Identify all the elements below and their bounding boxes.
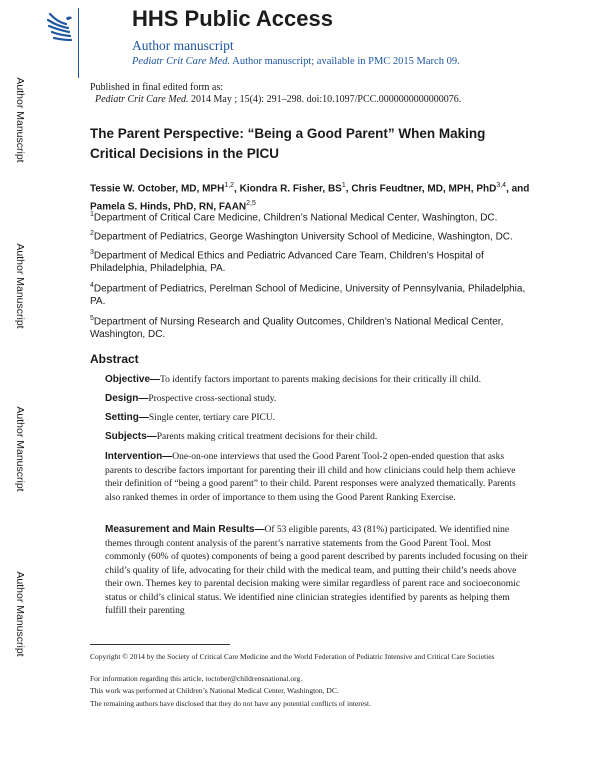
abstract-heading: Abstract: [90, 352, 139, 366]
section-label: Intervention—: [105, 451, 173, 462]
section-label: Measurement and Main Results—: [105, 524, 265, 535]
citation-line: [95, 94, 461, 105]
section-text: To identify factors important to parents making decisions for their critically ill child.: [160, 375, 481, 385]
affiliation-number: 1: [90, 211, 94, 218]
author-name: Chris Feudtner, MD, MPH, PhD: [351, 183, 497, 195]
hhs-eagle-logo-icon: [44, 8, 76, 48]
journal-name: Pediatr Crit Care Med.: [132, 56, 231, 67]
author-name: Tessie W. October, MD, MPH: [90, 183, 225, 195]
affiliation-item: [90, 227, 530, 243]
sidebar-text: Author Manuscript: [14, 406, 26, 492]
affiliation-item: [90, 208, 530, 224]
affiliation-number: 5: [90, 315, 94, 322]
sidebar-text: Author Manuscript: [14, 243, 26, 329]
section-text: One-on-one interviews that used the Good Parent Tool-2 open-ended question that asks parents to describe factors important for parenting their ill child and how clinicians could help them achieve their definition of “being a good parent” to their child. Parent responses were analyzed thematically. Parents also ranked themes in order of importance to them using the Good Parent Ranking Exercise.: [105, 452, 516, 503]
affiliation-text: Department of Nursing Research and Quality Outcomes, Children’s National Medical Center, Washington, DC.: [90, 316, 504, 341]
author-separator: ,: [345, 183, 352, 195]
abstract-subjects: [105, 430, 530, 445]
section-label: Design—: [105, 393, 149, 404]
author-affiliation-ref: 1: [341, 182, 346, 189]
citation-details: 2014 May ; 15(4): 291–298. doi:10.1097/PCC.0000000000000076.: [188, 94, 462, 105]
affiliation-text: Department of Critical Care Medicine, Children’s National Medical Center, Washington, DC.: [93, 212, 498, 224]
citation-journal: Pediatr Crit Care Med.: [95, 94, 189, 105]
abstract-results: [105, 523, 530, 619]
abstract-design: [105, 392, 530, 407]
affiliation-number: 4: [90, 282, 94, 289]
sidebar-label-3: [0, 395, 40, 505]
sidebar-text: Author Manuscript: [14, 77, 26, 163]
author-affiliation-ref: 2,5: [246, 200, 256, 208]
author-separator: , and: [506, 183, 530, 195]
sidebar-label-2: [0, 232, 40, 342]
footnote-divider: [90, 644, 230, 645]
affiliation-text: Department of Medical Ethics and Pediatric Advanced Care Team, Children’s Hospital of Philadelphia, Philadelphia, PA.: [90, 250, 484, 275]
copyright-footnote: Copyright © 2014 by the Society of Critical Care Medicine and the World Federation of Pediatric Intensive and Critical Care Societies: [90, 652, 495, 661]
affiliation-item: [90, 246, 530, 275]
header-divider: [78, 8, 79, 78]
author-name: Pamela S. Hinds, PhD, RN, FAAN: [90, 201, 247, 213]
section-text: Of 53 eligible parents, 43 (81%) participated. We identified nine themes through content analysis of the parent’s narrative statements from the Good Parent Tool. Most commonly (60% of quotes) components of being a good parent described by parents included focusing on their child’s quality of life, advocating for their child with the medical team, and putting their child’s needs above their own. Themes key to parental decision making were similar regardless of parent race and socioeconomic status or child’s clinical status. We identified nine clinician strategies identified by parents as helping them fulfill their parenting: [105, 525, 528, 616]
affiliation-number: 3: [90, 249, 94, 256]
author-separator: ,: [234, 183, 240, 195]
abstract-intervention: [105, 450, 530, 505]
section-text: Parents making critical treatment decisions for their child.: [156, 432, 378, 442]
section-label: Setting—: [105, 412, 149, 423]
hhs-title: HHS Public Access: [132, 6, 333, 31]
institution-footnote: This work was performed at Children’s National Medical Center, Washington, DC.: [90, 686, 339, 695]
author-affiliation-ref: 3,4: [496, 182, 507, 189]
section-label: Objective—: [105, 374, 161, 385]
abstract-objective: [105, 373, 530, 388]
affiliation-item: [90, 279, 530, 308]
contact-footnote: For information regarding this article, toctober@childrensnational.org.: [90, 674, 303, 683]
section-text: Prospective cross-sectional study.: [148, 394, 277, 404]
abstract-setting: [105, 411, 530, 426]
availability-text: Author manuscript; available in PMC 2015 March 09.: [230, 56, 460, 67]
journal-availability: [132, 56, 460, 67]
sidebar-label-4: [0, 560, 40, 670]
author-affiliation-ref: 1,2: [224, 182, 235, 189]
section-label: Subjects—: [105, 431, 157, 442]
affiliation-item: [90, 312, 530, 341]
affiliation-number: 2: [90, 230, 94, 237]
disclosure-footnote: The remaining authors have disclosed that they do not have any potential conflicts of interest.: [90, 699, 371, 708]
sidebar-label-1: [0, 66, 40, 176]
author-name: Kiondra R. Fisher, BS: [239, 183, 342, 195]
sidebar-text: Author Manuscript: [14, 571, 26, 657]
published-note: Published in final edited form as:: [90, 82, 224, 93]
article-title: The Parent Perspective: “Being a Good Parent” When Making Critical Decisions in the PICU: [90, 126, 486, 161]
affiliation-text: Department of Pediatrics, George Washington University School of Medicine, Washington, DC.: [93, 231, 513, 243]
section-text: Single center, tertiary care PICU.: [148, 413, 276, 423]
author-manuscript-label: Author manuscript: [132, 38, 234, 53]
affiliation-text: Department of Pediatrics, Perelman School of Medicine, University of Pennsylvania, Philadelphia, PA.: [90, 283, 526, 308]
